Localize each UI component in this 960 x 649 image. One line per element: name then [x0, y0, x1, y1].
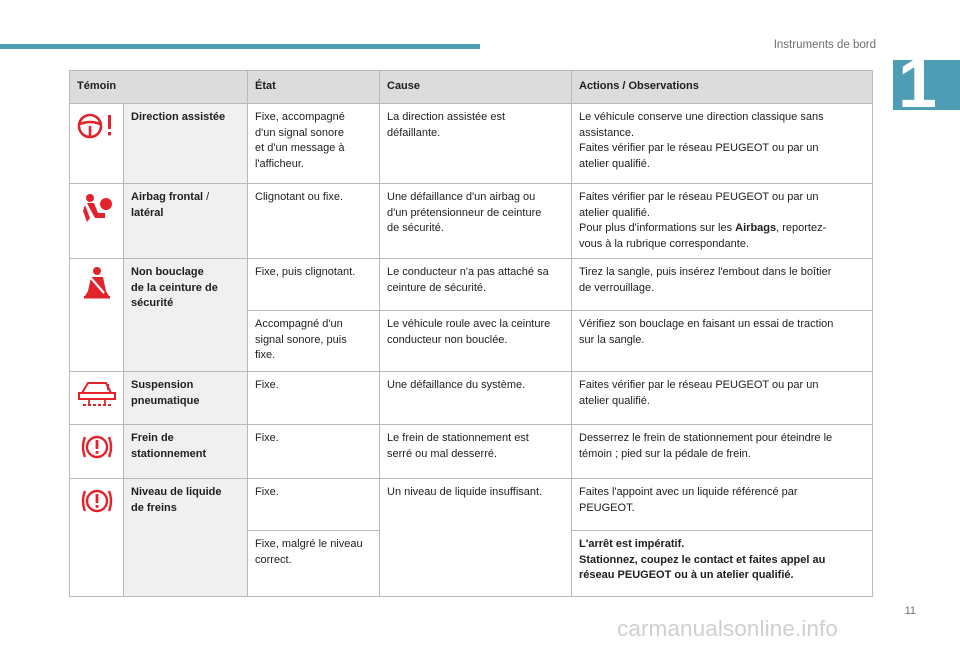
- cause-cell: Une défaillance du système.: [380, 372, 572, 425]
- seatbelt-warning-icon: [82, 266, 112, 300]
- state-cell: Fixe.: [248, 372, 380, 425]
- warning-name: Frein de stationnement: [124, 425, 248, 479]
- state-cell: Fixe.: [248, 425, 380, 479]
- table-row: [70, 479, 873, 531]
- table-row: [70, 104, 873, 184]
- icon-cell: [70, 479, 124, 597]
- actions-cell: Le véhicule conserve une direction classique sans assistance. Faites vérifier par le réseau PEUGEOT ou par un atelier qualifié.: [572, 104, 873, 184]
- state-cell: Accompagné d'un signal sonore, puis fixe.: [248, 311, 380, 372]
- state-cell: Fixe, accompagné d'un signal sonore et d'un message à l'afficheur.: [248, 104, 380, 184]
- column-header-actions: Actions / Observations: [572, 71, 873, 104]
- column-header-cause: Cause: [380, 71, 572, 104]
- state-cell: Fixe, puis clignotant.: [248, 259, 380, 311]
- icon-cell: [70, 259, 124, 372]
- column-header-etat: État: [248, 71, 380, 104]
- parking-brake-warning-icon: [80, 432, 114, 462]
- state-cell: Fixe, malgré le niveau correct.: [248, 531, 380, 597]
- table-header-row: [70, 71, 873, 104]
- air-suspension-warning-icon: [77, 379, 117, 409]
- icon-cell: [70, 425, 124, 479]
- cause-cell: Une défaillance d'un airbag ou d'un prétensionneur de ceinture de sécurité.: [380, 184, 572, 259]
- warning-name: Airbag frontal / latéral: [124, 184, 248, 259]
- state-cell: Clignotant ou fixe.: [248, 184, 380, 259]
- warning-lights-table: [69, 70, 873, 597]
- state-cell: Fixe.: [248, 479, 380, 531]
- cause-cell: La direction assistée est défaillante.: [380, 104, 572, 184]
- cause-cell: Un niveau de liquide insuffisant.: [380, 479, 572, 597]
- column-header-temoin: Témoin: [70, 71, 248, 104]
- watermark: carmanualsonline.info: [617, 616, 838, 641]
- actions-cell: Faites vérifier par le réseau PEUGEOT ou par un atelier qualifié. Pour plus d'informations sur les Airbags, reportez- vous à la rubrique correspondante.: [572, 184, 873, 259]
- cause-cell: Le véhicule roule avec la ceinture conducteur non bouclée.: [380, 311, 572, 372]
- page-number: 11: [904, 605, 916, 617]
- power-steering-warning-icon: [75, 111, 119, 141]
- cause-cell: Le frein de stationnement est serré ou mal desserré.: [380, 425, 572, 479]
- header-accent-bar: [0, 44, 480, 49]
- icon-cell: [70, 104, 124, 184]
- table-row: [70, 372, 873, 425]
- actions-cell: Tirez la sangle, puis insérez l'embout dans le boîtier de verrouillage.: [572, 259, 873, 311]
- table-row: [70, 184, 873, 259]
- airbags-link-text: Airbags: [735, 222, 777, 234]
- actions-cell: L'arrêt est impératif. Stationnez, coupez le contact et faites appel au réseau PEUGEOT ou à un atelier qualifié.: [572, 531, 873, 597]
- table-row: [70, 425, 873, 479]
- table-row: [70, 259, 873, 311]
- icon-cell: [70, 372, 124, 425]
- warning-name: Niveau de liquide de freins: [124, 479, 248, 597]
- icon-cell: [70, 184, 124, 259]
- chapter-number: 1: [898, 44, 937, 122]
- warning-name: Direction assistée: [124, 104, 248, 184]
- airbag-warning-icon: [81, 191, 113, 225]
- actions-cell: Faites vérifier par le réseau PEUGEOT ou par un atelier qualifié.: [572, 372, 873, 425]
- actions-cell: Faites l'appoint avec un liquide référencé par PEUGEOT.: [572, 479, 873, 531]
- warning-name: Non bouclage de la ceinture de sécurité: [124, 259, 248, 372]
- section-title: Instruments de bord: [773, 39, 876, 51]
- warning-name: Suspension pneumatique: [124, 372, 248, 425]
- actions-cell: Vérifiez son bouclage en faisant un essai de traction sur la sangle.: [572, 311, 873, 372]
- brake-fluid-warning-icon: [80, 486, 114, 516]
- actions-cell: Desserrez le frein de stationnement pour éteindre le témoin ; pied sur la pédale de frein.: [572, 425, 873, 479]
- cause-cell: Le conducteur n'a pas attaché sa ceinture de sécurité.: [380, 259, 572, 311]
